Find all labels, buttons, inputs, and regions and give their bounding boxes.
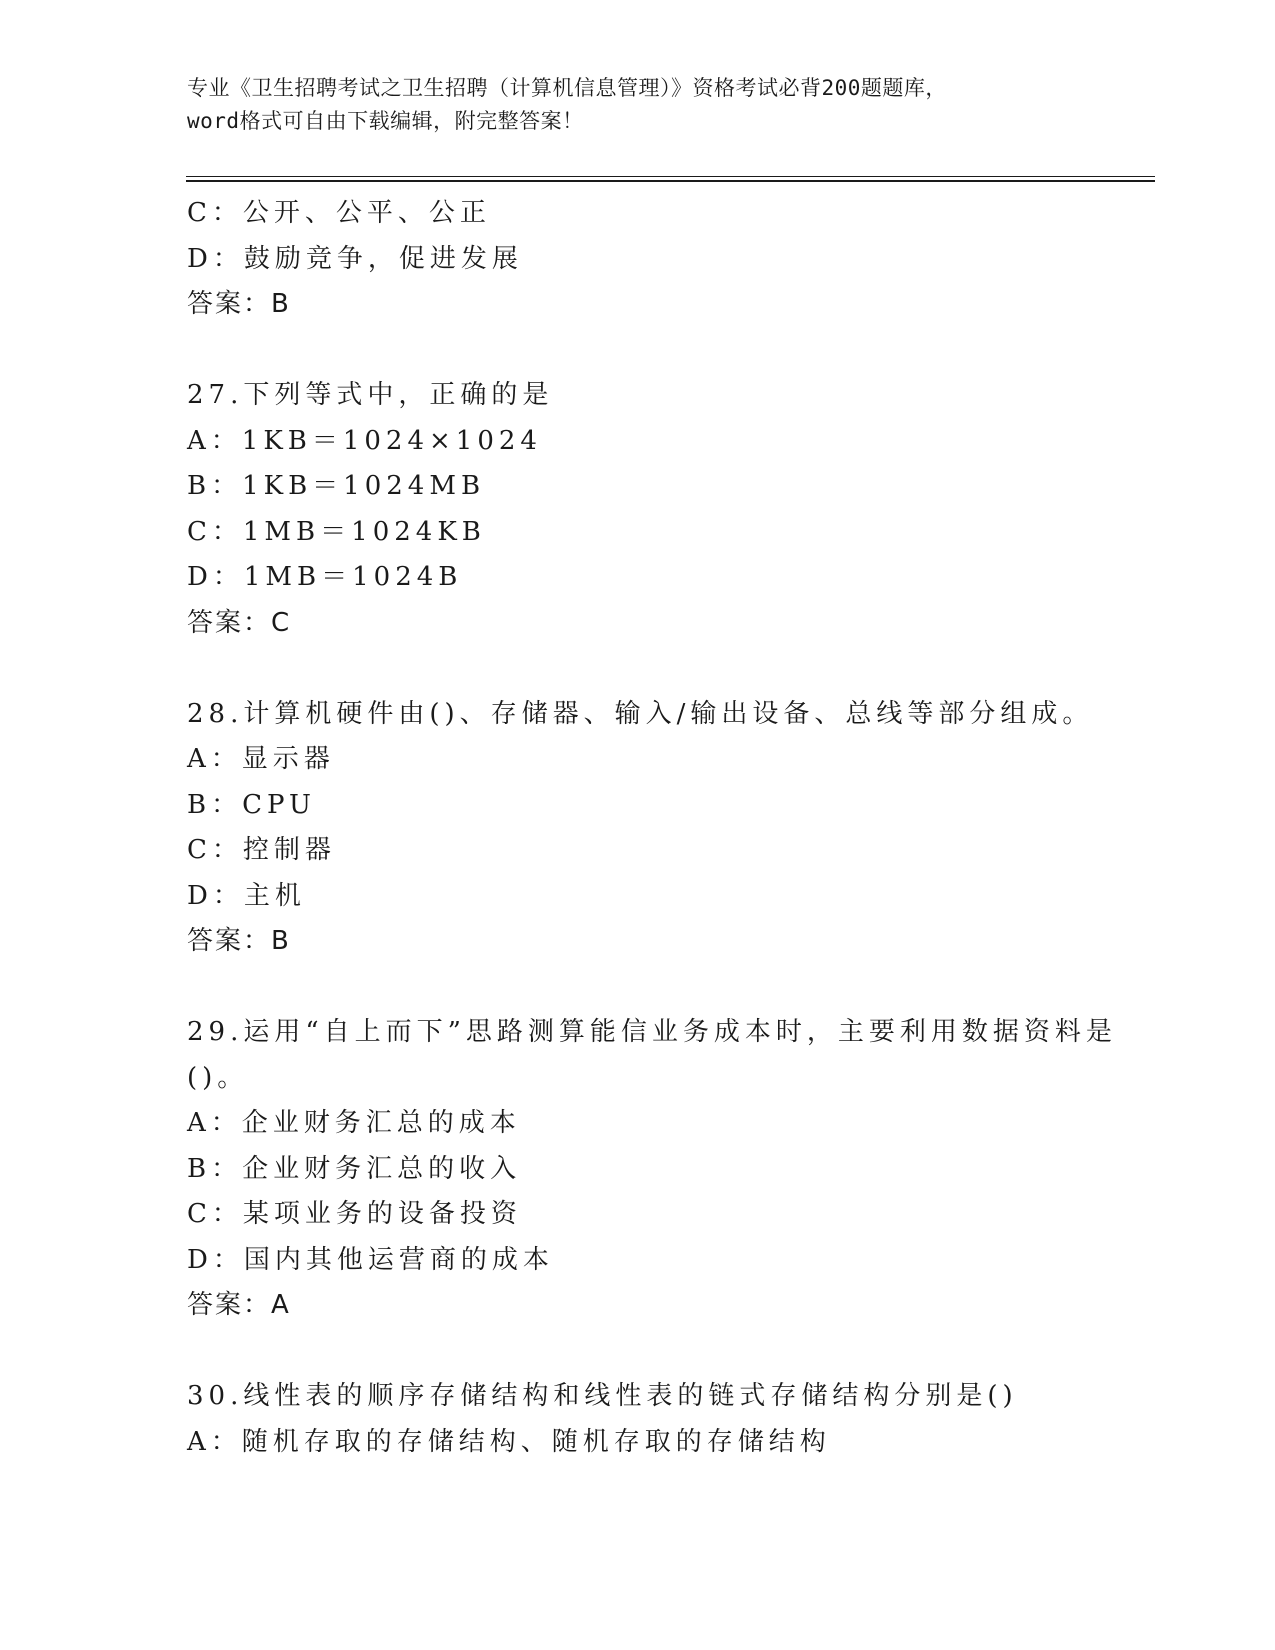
question-30 — [187, 1374, 1147, 1465]
spacer — [187, 646, 1147, 692]
question-stem-continued: ()。 — [187, 1062, 249, 1093]
header-title-line-1: 专业《卫生招聘考试之卫生招聘（计算机信息管理）》资格考试必背200题题库， — [187, 76, 947, 100]
option-a: A：随机存取的存储结构、随机存取的存储结构 — [187, 1426, 831, 1457]
question-29 — [187, 1010, 1147, 1329]
question-27 — [187, 373, 1147, 646]
answer-line: 答案：B — [187, 289, 291, 319]
option-d: D：国内其他运营商的成本 — [187, 1244, 554, 1275]
option-d: D：主机 — [187, 880, 306, 911]
question-stem: 29.运用“自上而下”思路测算能信业务成本时，主要利用数据资料是 — [187, 1017, 1117, 1047]
option-d: D：1MB＝1024B — [187, 562, 463, 592]
header-title-line-2: word格式可自由下载编辑，附完整答案！ — [187, 109, 584, 133]
option-a: A：1KB＝1024×1024 — [187, 425, 542, 456]
question-stem: 28.计算机硬件由()、存储器、输入/输出设备、总线等部分组成。 — [187, 698, 1094, 729]
header-divider-thin — [186, 176, 1155, 177]
answer-line: 答案：C — [187, 607, 292, 638]
option-c: C：某项业务的设备投资 — [187, 1199, 522, 1229]
question-stem: 27.下列等式中，正确的是 — [187, 380, 554, 410]
answer-line: 答案：B — [187, 926, 291, 956]
option-a: A：企业财务汇总的成本 — [187, 1108, 521, 1138]
question-28 — [187, 692, 1147, 965]
question-content — [187, 191, 1147, 1465]
spacer — [187, 965, 1147, 1011]
header-divider-thick — [186, 180, 1155, 182]
carryover-block — [187, 191, 1147, 328]
spacer — [187, 1329, 1147, 1375]
option-c: C：1MB＝1024KB — [187, 516, 486, 547]
document-header — [187, 72, 1087, 138]
answer-line: 答案：A — [187, 1290, 291, 1320]
spacer — [187, 328, 1147, 374]
option-b: B：CPU — [187, 789, 316, 820]
question-stem: 30.线性表的顺序存储结构和线性表的链式存储结构分别是() — [187, 1381, 1018, 1411]
option-b: B：1KB＝1024MB — [187, 471, 486, 501]
option-a: A：显示器 — [187, 744, 335, 774]
option-b: B：企业财务汇总的收入 — [187, 1153, 522, 1184]
option-d: D：鼓励竞争，促进发展 — [187, 243, 523, 274]
option-c: C：公开、公平、公正 — [187, 198, 491, 228]
option-c: C：控制器 — [187, 835, 336, 865]
